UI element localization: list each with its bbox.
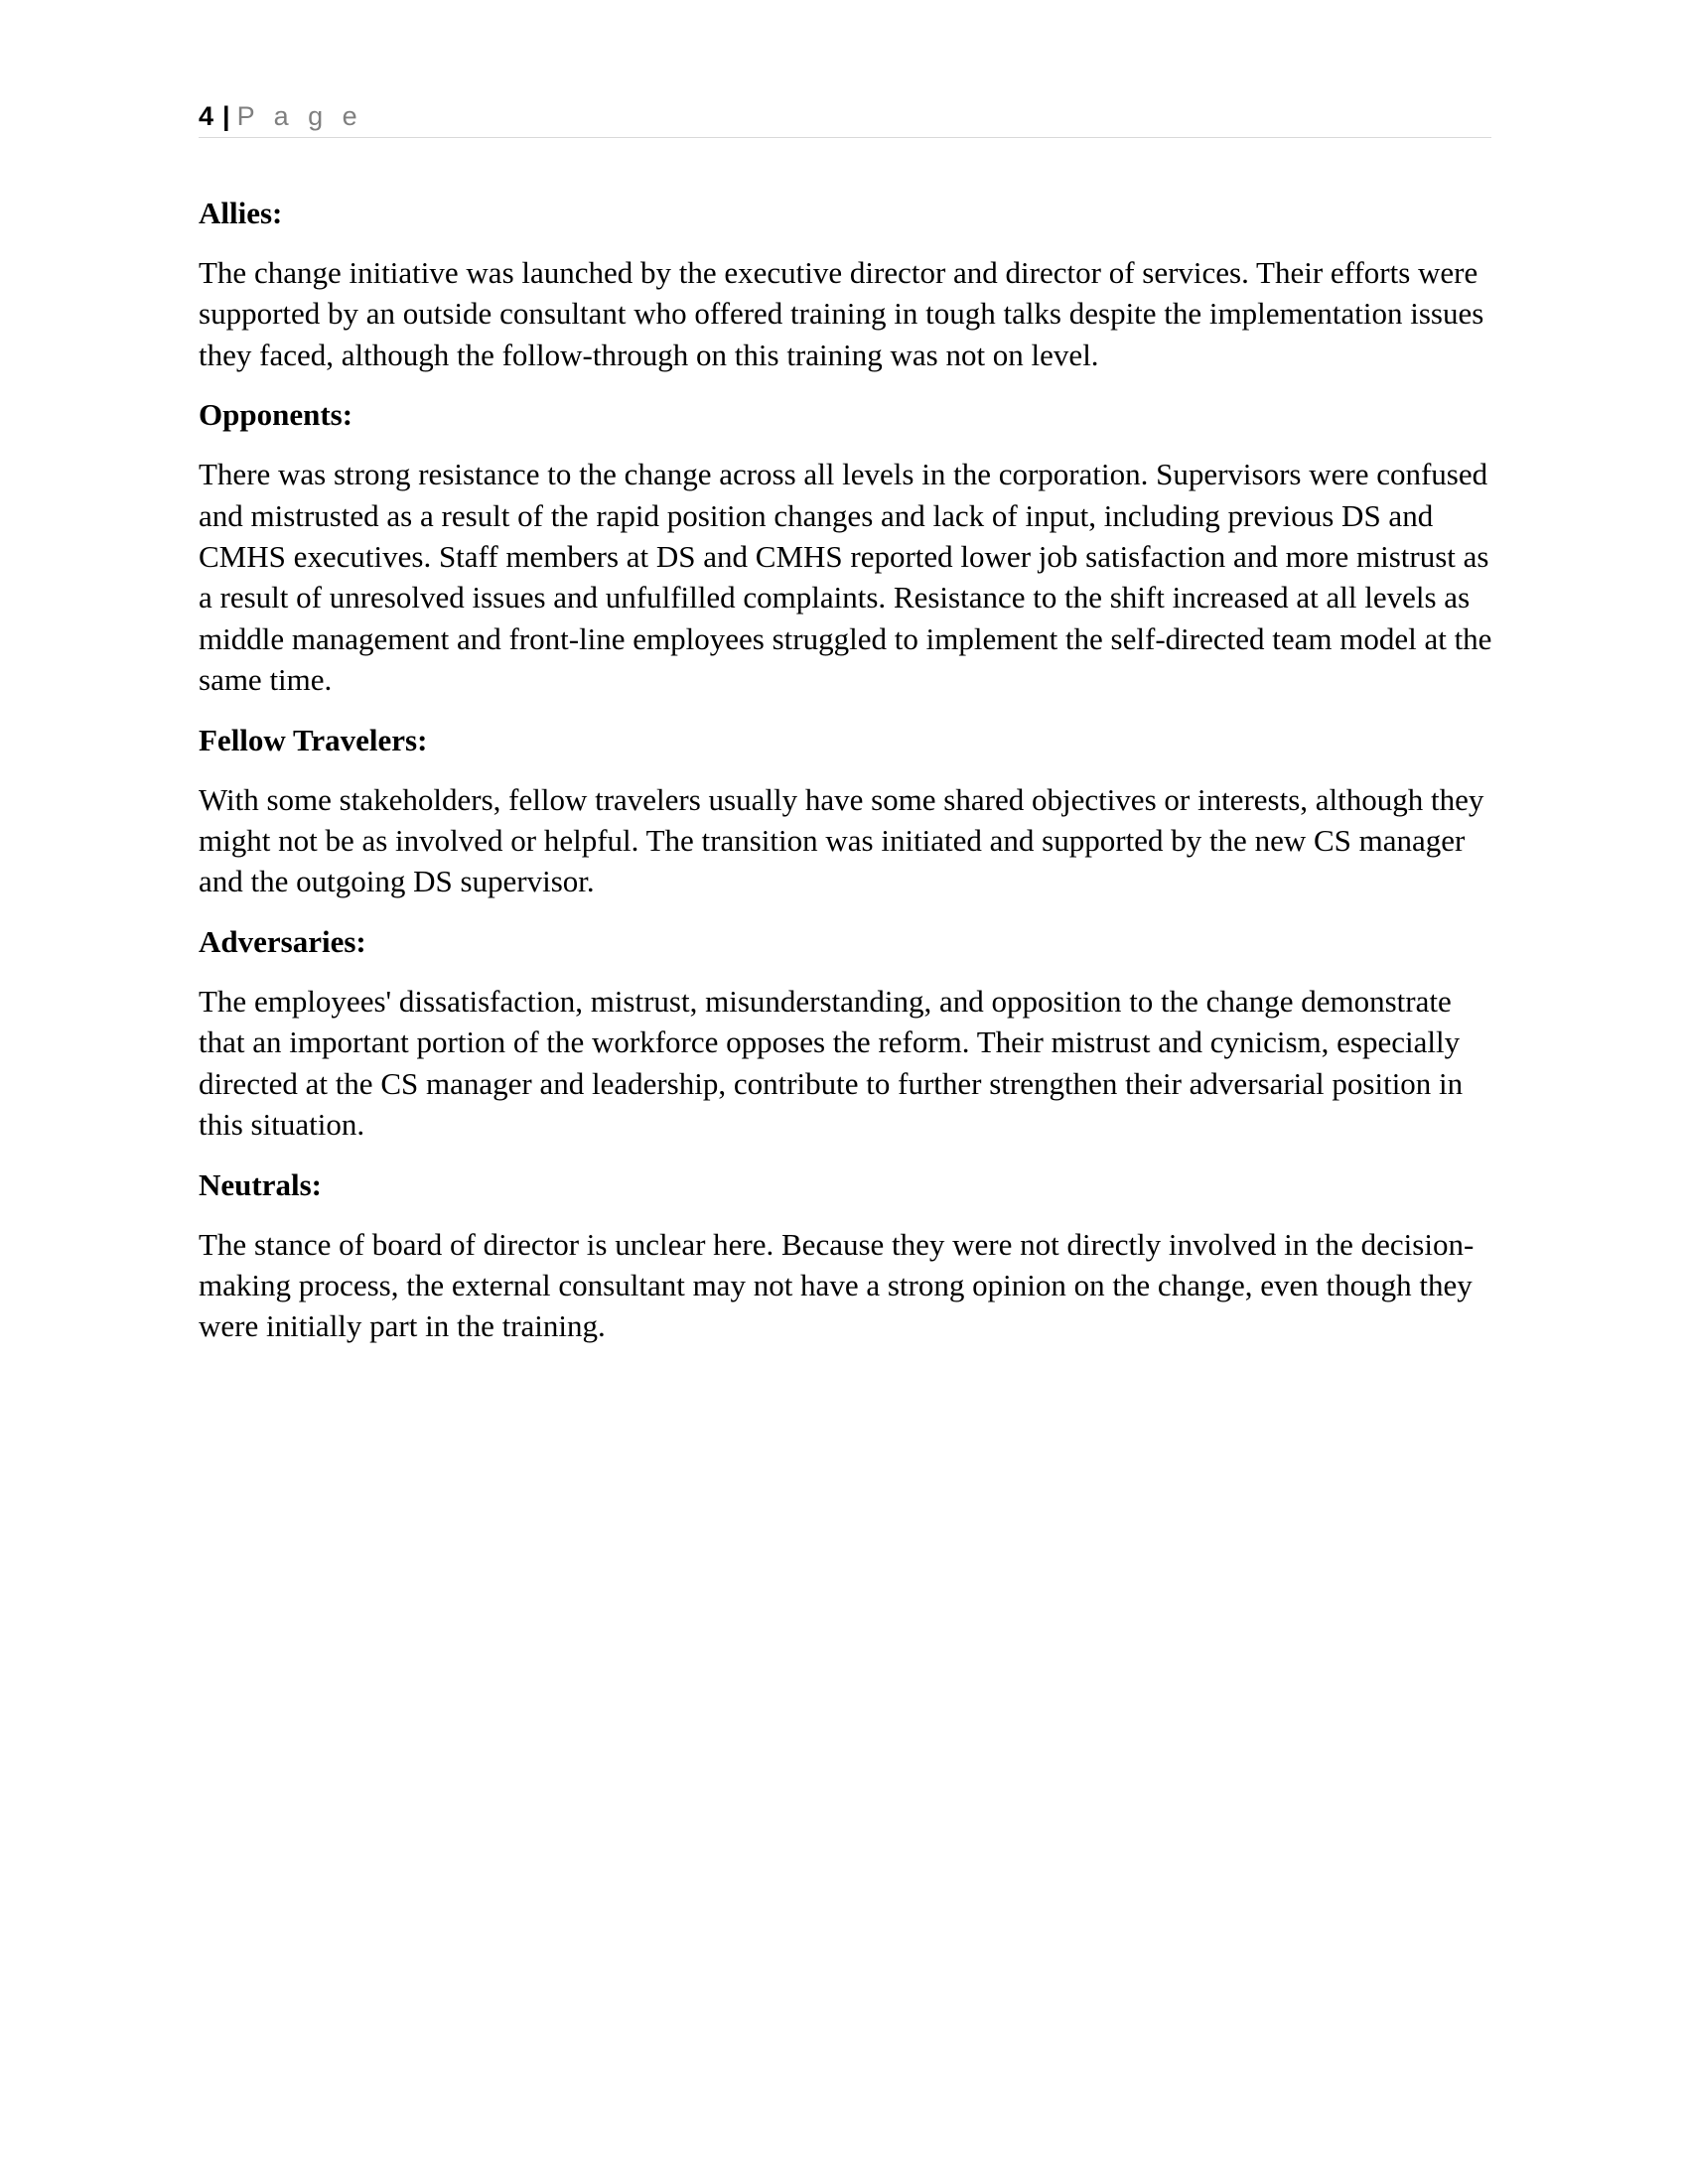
section-paragraph: The change initiative was launched by the executive director and director of services. Their efforts were supported by an outside consultant who offered training in tough talks despite the implementation issues they faced, although the follow-through on this training was not on level. [199,255,1484,372]
section-opponents [199,394,1499,700]
page-label: P a g e [236,101,363,131]
section-fellow-travelers [199,720,1499,902]
section-neutrals [199,1164,1499,1347]
page-header [199,95,1491,138]
page-number: 4 [199,101,214,131]
page-separator: | [222,101,230,131]
section-heading: Opponents: [199,397,353,433]
section-paragraph: With some stakeholders, fellow travelers usually have some shared objectives or interests, although they might not be as involved or helpful. The transition was initiated and supported by the new CS manager and the outgoing DS supervisor. [199,781,1484,899]
section-heading: Adversaries: [199,923,366,959]
document-body [199,193,1499,1366]
section-heading: Fellow Travelers: [199,722,428,757]
section-allies [199,193,1499,375]
section-paragraph: There was strong resistance to the change across all levels in the corporation. Supervisors were confused and mistrusted as a result of the rapid position changes and lack of input, including previous DS and CMHS executives. Staff members at DS and CMHS reported lower job satisfaction and more mistrust as a result of unresolved issues and unfulfilled complaints. Resistance to the shift increased at all levels as middle management and front-line employees struggled to implement the self-directed team model at the same time. [199,457,1492,698]
section-heading: Allies: [199,196,283,230]
section-paragraph: The stance of board of director is unclear here. Because they were not directly involved in the decision-making process, the external consultant may not have a strong opinion on the change, even though they were initially part in the training. [199,1226,1475,1344]
section-heading: Neutrals: [199,1166,322,1202]
section-paragraph: The employees' dissatisfaction, mistrust, misunderstanding, and opposition to the change demonstrate that an important portion of the workforce opposes the reform. Their mistrust and cynicism, especially directed at the CS manager and leadership, contribute to further strengthen their adversarial position in this situation. [199,983,1464,1143]
section-adversaries [199,921,1499,1146]
